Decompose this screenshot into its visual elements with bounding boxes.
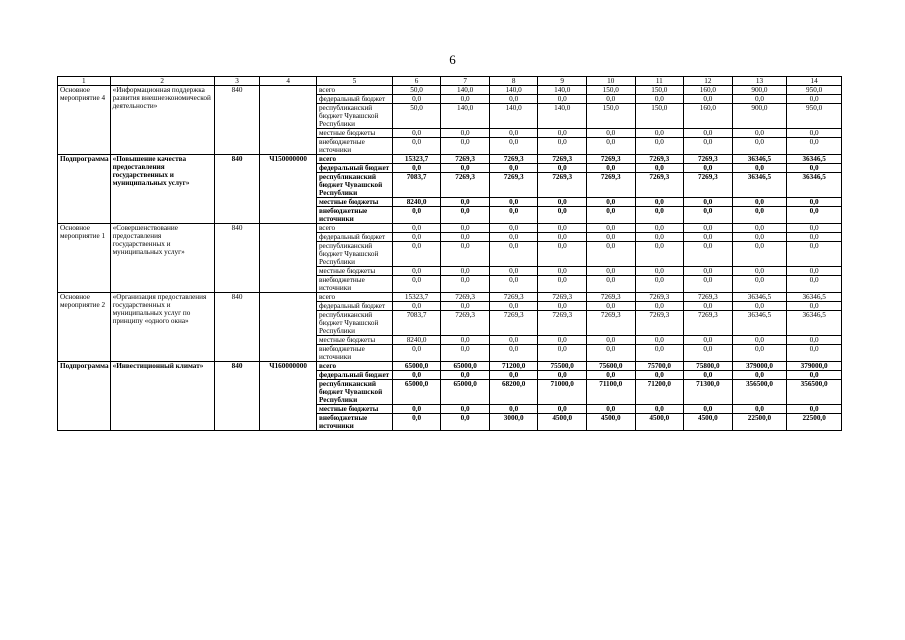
amount-cell: 0,0 <box>635 405 684 414</box>
amount-cell: 0,0 <box>489 138 538 155</box>
amount-cell: 0,0 <box>732 302 787 311</box>
table-row <box>58 224 842 233</box>
program-type-cell: Подпрограмма <box>58 155 111 224</box>
column-number-header: 12 <box>684 77 733 86</box>
amount-cell: 0,0 <box>392 138 441 155</box>
amount-cell: 71000,0 <box>538 380 587 405</box>
amount-cell: 7083,7 <box>392 173 441 198</box>
amount-cell: 0,0 <box>732 198 787 207</box>
amount-cell: 0,0 <box>586 336 635 345</box>
amount-cell: 0,0 <box>732 371 787 380</box>
amount-cell: 0,0 <box>732 267 787 276</box>
amount-cell: 0,0 <box>732 233 787 242</box>
amount-cell: 7269,3 <box>489 293 538 302</box>
amount-cell: 0,0 <box>538 164 587 173</box>
amount-cell: 0,0 <box>635 345 684 362</box>
amount-cell: 7269,3 <box>586 311 635 336</box>
amount-cell: 7269,3 <box>489 173 538 198</box>
amount-cell: 0,0 <box>538 336 587 345</box>
amount-cell: 65000,0 <box>392 380 441 405</box>
amount-cell: 0,0 <box>586 224 635 233</box>
amount-cell: 0,0 <box>586 198 635 207</box>
amount-cell: 0,0 <box>586 207 635 224</box>
amount-cell: 160,0 <box>684 104 733 129</box>
amount-cell: 0,0 <box>732 336 787 345</box>
amount-cell: 0,0 <box>441 405 490 414</box>
amount-cell: 0,0 <box>787 164 842 173</box>
amount-cell: 68200,0 <box>489 380 538 405</box>
amount-cell: 4500,0 <box>635 414 684 431</box>
amount-cell: 7269,3 <box>635 155 684 164</box>
amount-cell: 0,0 <box>538 198 587 207</box>
column-number-header: 13 <box>732 77 787 86</box>
program-type-cell: Основное мероприятие 1 <box>58 224 111 293</box>
amount-cell: 65000,0 <box>441 380 490 405</box>
amount-cell: 0,0 <box>441 198 490 207</box>
amount-cell: 150,0 <box>586 86 635 95</box>
amount-cell: 0,0 <box>392 371 441 380</box>
amount-cell: 0,0 <box>684 207 733 224</box>
column-number-header: 6 <box>392 77 441 86</box>
amount-cell: 0,0 <box>635 198 684 207</box>
amount-cell: 0,0 <box>635 302 684 311</box>
amount-cell: 15323,7 <box>392 155 441 164</box>
amount-cell: 0,0 <box>392 233 441 242</box>
amount-cell: 0,0 <box>441 95 490 104</box>
amount-cell: 0,0 <box>684 267 733 276</box>
amount-cell: 356500,0 <box>732 380 787 405</box>
amount-cell: 0,0 <box>732 224 787 233</box>
amount-cell: 50,0 <box>392 104 441 129</box>
amount-cell: 7269,3 <box>538 311 587 336</box>
amount-cell: 7269,3 <box>441 173 490 198</box>
amount-cell: 0,0 <box>441 138 490 155</box>
budget-class-code-cell: Ч150000000 <box>260 155 317 224</box>
executor-code-cell: 840 <box>214 224 260 293</box>
budget-class-code-cell <box>260 293 317 362</box>
amount-cell: 0,0 <box>538 129 587 138</box>
amount-cell: 7269,3 <box>489 311 538 336</box>
amount-cell: 0,0 <box>684 276 733 293</box>
amount-cell: 0,0 <box>392 224 441 233</box>
amount-cell: 0,0 <box>787 405 842 414</box>
executor-code-cell: 840 <box>214 155 260 224</box>
amount-cell: 0,0 <box>538 267 587 276</box>
amount-cell: 0,0 <box>392 302 441 311</box>
amount-cell: 0,0 <box>787 242 842 267</box>
amount-cell: 0,0 <box>489 336 538 345</box>
amount-cell: 4500,0 <box>586 414 635 431</box>
table-row <box>58 362 842 371</box>
amount-cell: 0,0 <box>787 345 842 362</box>
amount-cell: 7269,3 <box>684 173 733 198</box>
funding-source-cell: местные бюджеты <box>316 336 392 345</box>
amount-cell: 0,0 <box>787 198 842 207</box>
amount-cell: 0,0 <box>538 302 587 311</box>
table-row <box>58 293 842 302</box>
amount-cell: 0,0 <box>489 405 538 414</box>
amount-cell: 0,0 <box>586 233 635 242</box>
amount-cell: 36346,5 <box>787 173 842 198</box>
amount-cell: 4500,0 <box>538 414 587 431</box>
amount-cell: 0,0 <box>635 164 684 173</box>
amount-cell: 7269,3 <box>538 155 587 164</box>
amount-cell: 7269,3 <box>441 311 490 336</box>
amount-cell: 0,0 <box>732 138 787 155</box>
amount-cell: 0,0 <box>787 129 842 138</box>
amount-cell: 0,0 <box>586 95 635 104</box>
amount-cell: 0,0 <box>489 233 538 242</box>
table-row <box>58 155 842 164</box>
amount-cell: 75500,0 <box>538 362 587 371</box>
amount-cell: 0,0 <box>538 95 587 104</box>
amount-cell: 0,0 <box>392 267 441 276</box>
amount-cell: 0,0 <box>586 129 635 138</box>
amount-cell: 0,0 <box>489 95 538 104</box>
amount-cell: 15323,7 <box>392 293 441 302</box>
column-number-header: 10 <box>586 77 635 86</box>
column-number-header: 4 <box>260 77 317 86</box>
amount-cell: 0,0 <box>538 345 587 362</box>
funding-source-cell: республиканский бюджет Чувашской Республики <box>316 173 392 198</box>
amount-cell: 7269,3 <box>684 293 733 302</box>
amount-cell: 140,0 <box>538 104 587 129</box>
executor-code-cell: 840 <box>214 86 260 155</box>
amount-cell: 0,0 <box>489 267 538 276</box>
amount-cell: 0,0 <box>586 138 635 155</box>
amount-cell: 0,0 <box>489 224 538 233</box>
funding-source-cell: федеральный бюджет <box>316 371 392 380</box>
amount-cell: 0,0 <box>441 207 490 224</box>
amount-cell: 0,0 <box>635 207 684 224</box>
amount-cell: 0,0 <box>586 267 635 276</box>
funding-source-cell: местные бюджеты <box>316 129 392 138</box>
funding-source-cell: местные бюджеты <box>316 267 392 276</box>
amount-cell: 36346,5 <box>732 311 787 336</box>
program-type-cell: Основное мероприятие 2 <box>58 293 111 362</box>
table-row <box>58 86 842 95</box>
amount-cell: 36346,5 <box>787 311 842 336</box>
amount-cell: 0,0 <box>392 405 441 414</box>
amount-cell: 140,0 <box>489 86 538 95</box>
amount-cell: 7269,3 <box>538 293 587 302</box>
amount-cell: 0,0 <box>441 302 490 311</box>
funding-source-cell: внебюджетные источники <box>316 138 392 155</box>
amount-cell: 0,0 <box>787 276 842 293</box>
amount-cell: 0,0 <box>392 207 441 224</box>
column-number-header: 5 <box>316 77 392 86</box>
amount-cell: 0,0 <box>538 207 587 224</box>
amount-cell: 0,0 <box>732 95 787 104</box>
amount-cell: 0,0 <box>392 242 441 267</box>
amount-cell: 0,0 <box>684 302 733 311</box>
amount-cell: 7269,3 <box>586 173 635 198</box>
amount-cell: 0,0 <box>684 95 733 104</box>
column-number-header: 9 <box>538 77 587 86</box>
funding-source-cell: всего <box>316 362 392 371</box>
column-number-header: 3 <box>214 77 260 86</box>
amount-cell: 7269,3 <box>635 293 684 302</box>
amount-cell: 36346,5 <box>787 155 842 164</box>
amount-cell: 7269,3 <box>635 311 684 336</box>
amount-cell: 950,0 <box>787 86 842 95</box>
amount-cell: 0,0 <box>392 129 441 138</box>
executor-code-cell: 840 <box>214 293 260 362</box>
amount-cell: 71100,0 <box>586 380 635 405</box>
amount-cell: 0,0 <box>635 276 684 293</box>
amount-cell: 0,0 <box>586 164 635 173</box>
amount-cell: 0,0 <box>489 207 538 224</box>
column-number-header: 7 <box>441 77 490 86</box>
program-name-cell: «Совершенствование предоставления государственных и муниципальных услуг» <box>110 224 214 293</box>
amount-cell: 36346,5 <box>732 173 787 198</box>
amount-cell: 7269,3 <box>586 293 635 302</box>
amount-cell: 75600,0 <box>586 362 635 371</box>
amount-cell: 0,0 <box>635 242 684 267</box>
column-number-header: 14 <box>787 77 842 86</box>
budget-table <box>57 76 842 431</box>
column-number-header: 1 <box>58 77 111 86</box>
amount-cell: 900,0 <box>732 104 787 129</box>
amount-cell: 71300,0 <box>684 380 733 405</box>
amount-cell: 0,0 <box>586 371 635 380</box>
amount-cell: 0,0 <box>538 405 587 414</box>
amount-cell: 160,0 <box>684 86 733 95</box>
amount-cell: 0,0 <box>684 345 733 362</box>
amount-cell: 150,0 <box>635 86 684 95</box>
amount-cell: 0,0 <box>538 276 587 293</box>
column-number-header: 11 <box>635 77 684 86</box>
amount-cell: 0,0 <box>684 198 733 207</box>
amount-cell: 36346,5 <box>787 293 842 302</box>
amount-cell: 0,0 <box>732 129 787 138</box>
amount-cell: 0,0 <box>684 224 733 233</box>
amount-cell: 0,0 <box>489 276 538 293</box>
amount-cell: 0,0 <box>489 164 538 173</box>
amount-cell: 22500,0 <box>732 414 787 431</box>
amount-cell: 0,0 <box>441 276 490 293</box>
amount-cell: 0,0 <box>441 267 490 276</box>
amount-cell: 140,0 <box>441 86 490 95</box>
amount-cell: 8240,0 <box>392 336 441 345</box>
amount-cell: 0,0 <box>684 138 733 155</box>
amount-cell: 0,0 <box>684 405 733 414</box>
amount-cell: 0,0 <box>635 138 684 155</box>
amount-cell: 0,0 <box>635 224 684 233</box>
amount-cell: 0,0 <box>635 233 684 242</box>
amount-cell: 150,0 <box>586 104 635 129</box>
funding-source-cell: федеральный бюджет <box>316 164 392 173</box>
page-number: 6 <box>449 52 456 67</box>
amount-cell: 0,0 <box>684 129 733 138</box>
amount-cell: 3000,0 <box>489 414 538 431</box>
amount-cell: 0,0 <box>441 224 490 233</box>
amount-cell: 140,0 <box>538 86 587 95</box>
amount-cell: 22500,0 <box>787 414 842 431</box>
amount-cell: 7083,7 <box>392 311 441 336</box>
amount-cell: 0,0 <box>684 164 733 173</box>
amount-cell: 7269,3 <box>441 293 490 302</box>
amount-cell: 8240,0 <box>392 198 441 207</box>
funding-source-cell: республиканский бюджет Чувашской Республики <box>316 242 392 267</box>
amount-cell: 0,0 <box>684 336 733 345</box>
column-number-header: 8 <box>489 77 538 86</box>
amount-cell: 0,0 <box>538 371 587 380</box>
funding-source-cell: внебюджетные источники <box>316 414 392 431</box>
amount-cell: 0,0 <box>441 371 490 380</box>
amount-cell: 0,0 <box>441 336 490 345</box>
amount-cell: 0,0 <box>392 164 441 173</box>
amount-cell: 0,0 <box>787 207 842 224</box>
amount-cell: 0,0 <box>787 336 842 345</box>
amount-cell: 379000,0 <box>787 362 842 371</box>
amount-cell: 0,0 <box>586 302 635 311</box>
amount-cell: 7269,3 <box>489 155 538 164</box>
amount-cell: 0,0 <box>787 224 842 233</box>
funding-source-cell: республиканский бюджет Чувашской Республики <box>316 311 392 336</box>
amount-cell: 0,0 <box>489 345 538 362</box>
column-number-header: 2 <box>110 77 214 86</box>
amount-cell: 0,0 <box>392 95 441 104</box>
amount-cell: 7269,3 <box>586 155 635 164</box>
amount-cell: 0,0 <box>441 129 490 138</box>
amount-cell: 4500,0 <box>684 414 733 431</box>
amount-cell: 7269,3 <box>635 173 684 198</box>
amount-cell: 75700,0 <box>635 362 684 371</box>
amount-cell: 140,0 <box>441 104 490 129</box>
amount-cell: 0,0 <box>787 138 842 155</box>
funding-source-cell: всего <box>316 86 392 95</box>
amount-cell: 7269,3 <box>441 155 490 164</box>
amount-cell: 950,0 <box>787 104 842 129</box>
amount-cell: 0,0 <box>787 267 842 276</box>
amount-cell: 0,0 <box>787 371 842 380</box>
amount-cell: 0,0 <box>635 95 684 104</box>
amount-cell: 7269,3 <box>684 311 733 336</box>
budget-class-code-cell <box>260 86 317 155</box>
program-type-cell: Основное мероприятие 4 <box>58 86 111 155</box>
budget-table-container <box>57 76 842 431</box>
amount-cell: 0,0 <box>392 414 441 431</box>
budget-class-code-cell: Ч160000000 <box>260 362 317 431</box>
funding-source-cell: федеральный бюджет <box>316 302 392 311</box>
amount-cell: 0,0 <box>732 276 787 293</box>
amount-cell: 900,0 <box>732 86 787 95</box>
amount-cell: 65000,0 <box>441 362 490 371</box>
amount-cell: 0,0 <box>635 336 684 345</box>
amount-cell: 0,0 <box>684 371 733 380</box>
program-name-cell: «Инвестиционный климат» <box>110 362 214 431</box>
amount-cell: 0,0 <box>732 207 787 224</box>
amount-cell: 0,0 <box>787 302 842 311</box>
program-name-cell: «Информационная поддержка развития внешнеэкономической деятельности» <box>110 86 214 155</box>
funding-source-cell: внебюджетные источники <box>316 276 392 293</box>
amount-cell: 36346,5 <box>732 293 787 302</box>
amount-cell: 0,0 <box>787 233 842 242</box>
amount-cell: 0,0 <box>489 198 538 207</box>
amount-cell: 36346,5 <box>732 155 787 164</box>
amount-cell: 0,0 <box>441 164 490 173</box>
amount-cell: 0,0 <box>787 95 842 104</box>
amount-cell: 0,0 <box>392 276 441 293</box>
program-name-cell: «Организация предоставления государственных и муниципальных услуг по принципу «одного окна» <box>110 293 214 362</box>
program-type-cell: Подпрограмма <box>58 362 111 431</box>
executor-code-cell: 840 <box>214 362 260 431</box>
amount-cell: 0,0 <box>538 138 587 155</box>
funding-source-cell: внебюджетные источники <box>316 345 392 362</box>
amount-cell: 150,0 <box>635 104 684 129</box>
funding-source-cell: внебюджетные источники <box>316 207 392 224</box>
amount-cell: 0,0 <box>635 371 684 380</box>
funding-source-cell: местные бюджеты <box>316 198 392 207</box>
amount-cell: 50,0 <box>392 86 441 95</box>
funding-source-cell: республиканский бюджет Чувашской Республики <box>316 380 392 405</box>
amount-cell: 0,0 <box>586 345 635 362</box>
amount-cell: 7269,3 <box>684 155 733 164</box>
funding-source-cell: федеральный бюджет <box>316 233 392 242</box>
amount-cell: 0,0 <box>489 302 538 311</box>
funding-source-cell: всего <box>316 155 392 164</box>
amount-cell: 0,0 <box>732 242 787 267</box>
amount-cell: 0,0 <box>732 345 787 362</box>
amount-cell: 0,0 <box>441 242 490 267</box>
amount-cell: 0,0 <box>441 233 490 242</box>
amount-cell: 0,0 <box>441 345 490 362</box>
funding-source-cell: местные бюджеты <box>316 405 392 414</box>
amount-cell: 0,0 <box>684 233 733 242</box>
amount-cell: 65000,0 <box>392 362 441 371</box>
amount-cell: 7269,3 <box>538 173 587 198</box>
amount-cell: 0,0 <box>538 233 587 242</box>
amount-cell: 0,0 <box>684 242 733 267</box>
budget-class-code-cell <box>260 224 317 293</box>
funding-source-cell: всего <box>316 224 392 233</box>
amount-cell: 0,0 <box>441 414 490 431</box>
amount-cell: 75800,0 <box>684 362 733 371</box>
amount-cell: 379000,0 <box>732 362 787 371</box>
amount-cell: 0,0 <box>732 164 787 173</box>
amount-cell: 0,0 <box>392 345 441 362</box>
amount-cell: 0,0 <box>635 267 684 276</box>
funding-source-cell: республиканский бюджет Чувашской Республики <box>316 104 392 129</box>
amount-cell: 0,0 <box>586 242 635 267</box>
amount-cell: 0,0 <box>586 276 635 293</box>
amount-cell: 0,0 <box>586 405 635 414</box>
amount-cell: 356500,0 <box>787 380 842 405</box>
program-name-cell: «Повышение качества предоставления государственных и муниципальных услуг» <box>110 155 214 224</box>
amount-cell: 0,0 <box>538 242 587 267</box>
funding-source-cell: федеральный бюджет <box>316 95 392 104</box>
amount-cell: 0,0 <box>489 129 538 138</box>
amount-cell: 71200,0 <box>635 380 684 405</box>
amount-cell: 0,0 <box>489 242 538 267</box>
amount-cell: 0,0 <box>732 405 787 414</box>
amount-cell: 140,0 <box>489 104 538 129</box>
amount-cell: 0,0 <box>489 371 538 380</box>
table-header-row <box>58 77 842 86</box>
amount-cell: 71200,0 <box>489 362 538 371</box>
amount-cell: 0,0 <box>538 224 587 233</box>
funding-source-cell: всего <box>316 293 392 302</box>
amount-cell: 0,0 <box>635 129 684 138</box>
